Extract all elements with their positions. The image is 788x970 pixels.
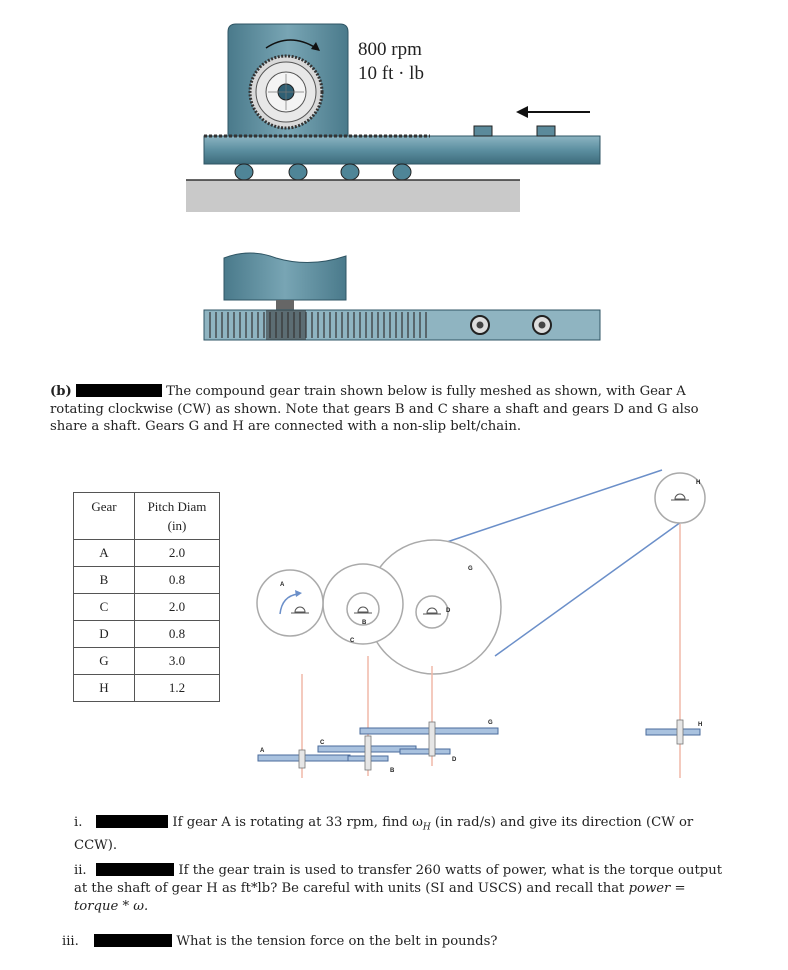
speed-label: 800 rpm [358, 39, 422, 60]
gear-cell: G [74, 648, 135, 675]
side-label-H: H [698, 722, 703, 728]
belt-lower [495, 522, 681, 656]
diam-cell: 2.0 [135, 540, 220, 567]
gear-cell: H [74, 675, 135, 702]
gear-cell: C [74, 594, 135, 621]
label-B: B [362, 620, 367, 626]
gear-cell: D [74, 621, 135, 648]
gear-train-diagram [250, 466, 720, 786]
rack [204, 136, 600, 164]
belt-upper [429, 470, 662, 548]
label-D: D [446, 608, 451, 614]
side-label-C: C [320, 740, 325, 746]
question-ii [74, 862, 734, 916]
side-label-A: A [260, 748, 265, 754]
label-C: C [350, 638, 355, 644]
question-i [74, 814, 734, 855]
question-text: If gear A is rotating at 33 rpm, find ω [172, 815, 423, 830]
power-formula: power = torque * ω. [74, 881, 686, 914]
side-label-D: D [452, 757, 457, 763]
torque-label: 10 ft · lb [358, 63, 424, 84]
gear-cell: A [74, 540, 135, 567]
question-number: ii. [74, 863, 87, 878]
question-text: If the gear train is used to transfer 260 watts of power, what is the torque output at the shaft of gear H as ft*lb? Be careful with units (SI and USCS) and recall that [74, 863, 723, 896]
gear-A [257, 570, 323, 636]
housing-top-view [224, 253, 346, 300]
gear-table [73, 492, 220, 702]
question-text-cont: (in rad/s) and give its direction (CW or CCW). [74, 815, 694, 853]
diam-cell: 3.0 [135, 648, 220, 675]
label-H: H [696, 480, 701, 486]
label-G: G [468, 566, 473, 572]
header-pitch-diam: Pitch Diam (in) [135, 493, 220, 540]
diam-cell: 2.0 [135, 594, 220, 621]
redaction-bar [96, 863, 174, 876]
side-label-B: B [390, 768, 395, 774]
pinion-gear [250, 56, 322, 128]
label-A: A [280, 582, 285, 588]
question-subscript: H [422, 822, 431, 833]
redaction-bar [76, 384, 162, 397]
ground [186, 180, 520, 212]
question-number: iii. [62, 934, 79, 949]
diam-cell: 1.2 [135, 675, 220, 702]
redaction-bar [94, 934, 172, 947]
part-b-paragraph [50, 383, 730, 436]
diam-cell: 0.8 [135, 621, 220, 648]
question-text: What is the tension force on the belt in pounds? [176, 934, 498, 949]
gear-cell: B [74, 567, 135, 594]
gear-D [416, 596, 448, 628]
side-label-G: G [488, 720, 493, 726]
redaction-bar [96, 815, 168, 828]
question-iii [62, 933, 722, 951]
part-b-text: The compound gear train shown below is fully meshed as shown, with Gear A rotating clockwise (CW) as shown. Note that gears B and C share a shaft and gears D and G also share a shaft. Gears G and H are connected with a non-slip belt/chain. [50, 384, 699, 434]
question-number: i. [74, 815, 83, 830]
part-b-label: (b) [50, 384, 72, 399]
diam-cell: 0.8 [135, 567, 220, 594]
header-gear: Gear [74, 493, 135, 540]
